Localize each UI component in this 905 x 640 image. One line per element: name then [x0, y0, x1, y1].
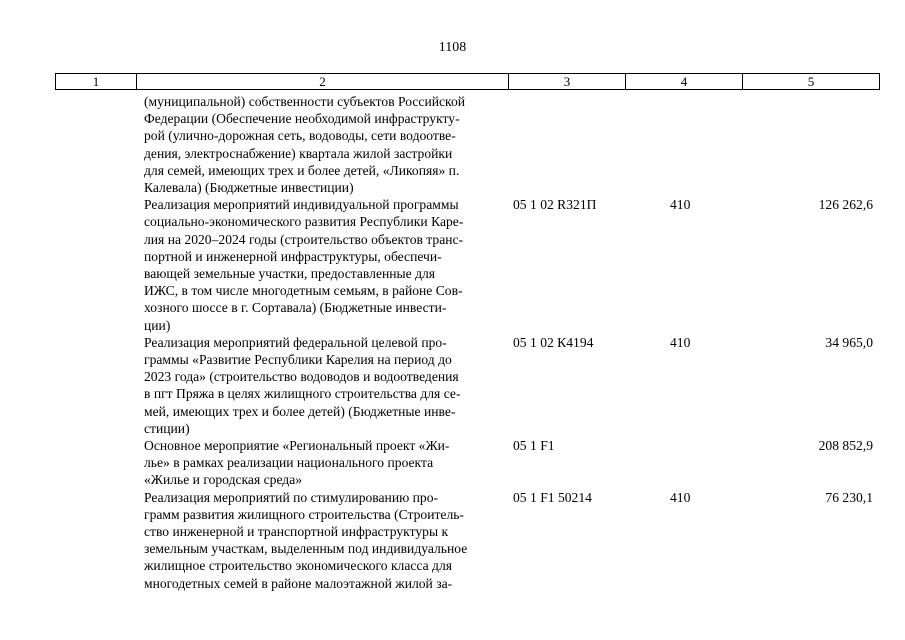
page-number: 1108 — [438, 40, 467, 55]
row-code — [508, 93, 625, 196]
table-body — [55, 93, 880, 592]
table-row — [55, 196, 880, 334]
row-name: (муниципальной) собственности субъектов Российской Федерации (Обеспечение необходимой инфраструкту- рой (улично-дорожная сеть, водоводы, сети водоотве- дения, электроснабжение) квартала жилой застройки для семей, имеющих трех и более детей, «Ликопяя» п. Калевала) (Бюджетные инвестиции) — [144, 94, 466, 196]
row-type: 410 — [670, 197, 691, 213]
row-number-cell — [55, 437, 136, 489]
table-row — [55, 93, 880, 196]
row-amount: 208 852,9 — [818, 438, 873, 454]
table-row — [55, 489, 880, 592]
row-number-cell — [55, 334, 136, 437]
row-type — [625, 93, 742, 196]
row-name: Реализация мероприятий федеральной целевой про- граммы «Развитие Республики Карелия на период до 2023 года» (строительство водоводов и водоотведения в пгт Пряжа в целях жилищного строительства для се- мей, имеющих трех и более детей) (Бюджетные инве- стиции) — [144, 334, 461, 436]
row-type — [625, 437, 742, 489]
table-row — [55, 437, 880, 489]
table-row — [55, 334, 880, 437]
row-number-cell — [55, 489, 136, 592]
row-code: 05 1 F1 50214 — [513, 489, 592, 505]
table-header — [55, 73, 880, 90]
row-amount: 76 230,1 — [825, 489, 873, 505]
header-col-3: 3 — [509, 74, 626, 89]
row-number-cell — [55, 93, 136, 196]
row-code: 05 1 F1 — [513, 438, 555, 454]
row-amount: 126 262,6 — [818, 197, 873, 213]
row-number-cell — [55, 196, 136, 334]
row-amount — [742, 93, 873, 196]
header-col-4: 4 — [626, 74, 743, 89]
header-col-5: 5 — [807, 74, 815, 89]
row-code: 05 1 02 К4194 — [513, 334, 594, 350]
header-col-2: 2 — [137, 74, 509, 89]
row-type: 410 — [670, 489, 691, 505]
row-type: 410 — [670, 334, 691, 350]
row-code: 05 1 02 R321П — [513, 197, 597, 213]
row-name: Основное мероприятие «Региональный проект «Жи- лье» в рамках реализации национального проекта «Жилье и городская среда» — [144, 438, 450, 488]
row-amount: 34 965,0 — [825, 334, 873, 350]
header-col-1: 1 — [56, 74, 137, 89]
row-name: Реализация мероприятий по стимулированию про- грамм развития жилищного строительства (Строитель- ство инженерной и транспортной инфраструктуры к земельным участкам, выделенным под индивидуальное жилищное строительство экономического класса для многодетных семей в районе малоэтажной жилой за- — [144, 489, 468, 591]
row-name: Реализация мероприятий индивидуальной программы социально-экономического развития Республики Каре- лия на 2020–2024 годы (строительство объектов транс- портной и инженерной инфраструктуры, обеспечи- вающей земельные участки, предоставленные для ИЖС, в том числе многодетным семьям, в районе Сов- хозного шоссе в г. Сортавала) (Бюджетные инвести- ции) — [144, 197, 464, 333]
